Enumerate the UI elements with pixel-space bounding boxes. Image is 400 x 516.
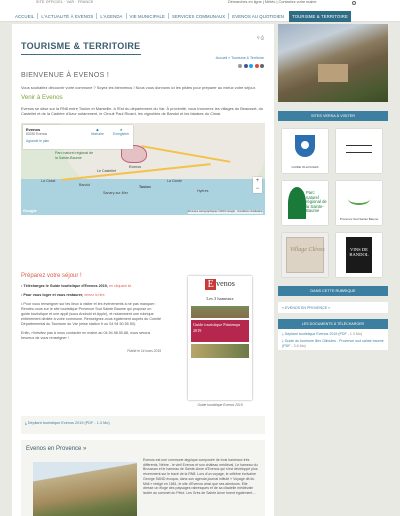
star-icon: ★ [119,127,123,132]
logo-text: VINS DE BANDOL [349,247,369,258]
logo-provence-sud[interactable] [336,181,382,225]
map-save-button[interactable] [113,128,129,137]
save-label: Enregistrer [113,132,130,137]
document-link[interactable]: ⤓ Dépliant touristique Evenos 2019 (PDF - 1.3 Mo) [282,331,363,336]
map-place-sub: 83330 Evenos [26,132,48,137]
rubric-box [278,302,388,313]
contact-text: Enfin, n'hésitez pas à nous contacter en mairie au 04.94.98.50.88, nous serons heureux de vous renseigner ! [21,330,151,340]
google-logo: Google [23,208,37,214]
document-title: Dépliant touristique Evenos 2019 (PDF - [284,331,349,336]
sidebar [278,24,388,516]
guide-caption: Guide touristique Evenos 2019 [197,403,243,407]
logo-text: Parc naturel régional de la Sainte-Baume [306,190,327,214]
sites-button[interactable]: SITES VERSA À VISITER [278,111,388,121]
publish-date: Publié le 14 mars 2019 [127,348,161,353]
logo-sanary[interactable] [336,129,382,173]
rss-icon[interactable] [238,64,242,68]
map-town-label: Toulon [139,184,151,189]
document-size: 1.3 Mo) [349,331,363,336]
google-map[interactable] [21,123,265,215]
logo-guide-ollioules[interactable] [282,129,328,173]
map-town-label: La Ciotat [41,178,56,183]
parc-leaf-icon [288,187,306,219]
map-directions-button[interactable] [91,128,104,137]
guide-photo [191,306,249,318]
print-tools[interactable]: ⚲ ⎙ [256,35,264,40]
top-bar [0,0,400,11]
twitter-icon[interactable] [249,64,253,68]
map-attribution[interactable]: Données cartographiques ©2019 Google · Conditions d'utilisation [187,210,263,214]
sanary-mark-icon [346,145,372,153]
guide-logo [191,279,249,290]
nav-item-quotidien[interactable]: EVENOS AU QUOTIDIEN [232,13,285,19]
guide-cover-image[interactable] [188,276,252,400]
nav-item-agenda[interactable]: L'AGENDA [100,13,123,19]
logo-village[interactable] [282,233,328,277]
page-title: TOURISME & TERRITOIRE [21,40,141,55]
zoom-in-button[interactable]: + [255,177,260,184]
map-town-label: Evenos [129,164,141,169]
documents-header: LES DOCUMENTS À TÉLÉCHARGER [278,319,388,329]
logo-caption: Provence Sud Sainte Baume [339,216,379,221]
provence-heading[interactable]: Evenos en Provence » [26,446,87,452]
prepare-item: • Pour vous loger et vous restaurer, venez ici lire. [21,293,106,298]
prepare-item: • Pour vous renseigner sur les lieux à visiter et les événements à ne pas manquer : Rendez-vous sur le site touristique Provence Sud Sainte Baume qui propose un guide touristique et une appli (sous Android et Apple), et notamment une rubrique entièrement dédiée à votre commune. Renseignez-vous également auprès du Comité Départemental du Tourisme du Var (mise station fr ou 04 94 50 55 50). [21,302,161,326]
nav-item-vie-municipale[interactable]: VIE MUNICIPALE [129,13,165,19]
nav-item-actualite[interactable]: L'ACTUALITÉ À EVENOS [41,13,94,19]
cliff-photo [33,462,137,516]
rubric-button[interactable]: DANS CETTE RUBRIQUE [278,286,388,296]
site-subtitle: SITE OFFICIEL · VAR · FRANCE [36,0,94,4]
guide-logo-letter: E [205,279,216,290]
village-photo [278,24,388,102]
main-nav [0,11,400,22]
map-bigger-link[interactable]: Agrandir le plan [26,138,50,143]
partner-logos [278,129,388,277]
prepare-section [21,272,161,353]
ollioules-shield-icon [295,135,315,157]
house-shape [318,64,348,82]
map-town-label: Le Castellet [97,168,116,173]
prepare-item-text: Pour vous loger et vous restaurer, [23,293,84,298]
map-zoom-control [253,177,262,193]
document-size: 3.6 Mo) [293,343,306,348]
provence-text: Evenos est une commune atypique composée de trois hameaux très différents, Nèbre - le vieil Evenos et son château médiéval, Le hameau du Broussan et le hameau de Sainte-Anne d'Evenos qui s'est développé plus récemment sur le tracé de la RN8. Lors d'un voyage, le célèbre écrivaine George SAND évoqua, dans son agenda journal intitulé « Voyage dit du Midi » rédigé en 1861, le site d'Evenos ainsi que ses alentours. Elle dresse un éloge des paysages rabresques et de sa citadelle médiévale isolée au sommet du Pétol. Les Grès de Sainte Anne furent également… [143,458,258,496]
map-town-label: Sanary-sur-Mer [103,190,128,195]
rubric-item[interactable]: » EVENOS EN PROVENCE » [282,306,331,310]
search-icon[interactable] [352,1,356,5]
intro-text: Vous souhaitez découvrir votre commune ? Soyez les bienvenus ! Nous vous donnons ici les pistes pour préparer au mieux votre séjour. [21,84,256,90]
nav-item-accueil[interactable]: ACCUEIL [15,13,35,19]
map-info-card [23,125,133,149]
guide-photo [191,344,249,358]
map-town-label: La Garde [167,178,182,183]
zoom-out-button[interactable]: − [255,185,260,192]
guide-brand: venos [216,279,235,288]
download-link[interactable]: Dépliant touristique Evenos 2019 (PDF - 1.3 Mo) [27,421,110,425]
logo-caption: GUIDE OLLIOULES [291,164,319,169]
facebook-icon[interactable] [244,64,248,68]
main-content [12,24,274,516]
venir-text: Evenos se situe sur la RN8 entre Toulon et Marseille, à l'Est du département du Var. À proximité, vous trouverez les villages du Beausset, du Castellet et de la Cadière d'Azur notamment, le Circuit Paul Ricard, les vignobles de Bandol et les falaises du Cimai. [21,106,263,117]
guide-link[interactable]: en cliquant ici. [108,284,133,289]
guide-hamlets: Les 3 hameaux [206,296,234,301]
prepare-heading: Préparez votre séjour ! [21,273,82,279]
documents-box [278,319,388,351]
download-icon: ⤓ [25,421,28,425]
provence-section [21,440,265,516]
nav-item-tourisme[interactable]: TOURISME & TERRITOIRE [289,11,351,22]
document-title: Guide du tourisme illex Ollioules - Provence sud sainte baume (PDF - [282,338,384,348]
map-town-label: Parc naturel régional de la Sainte-Baume [55,150,94,160]
welcome-heading: BIENVENUE À EVENOS ! [21,72,110,80]
prepare-item-text: Pour vous renseigner sur les lieux à visiter et les événements à ne pas manquer : Rendez-vous sur le site touristique Provence Sud Sainte Baume qui propose un guide touristique et une appli (sous Android et Apple), et notamment une rubrique entièrement dédiée à votre commune. Renseignez-vous également auprès du Comité Départemental du Tourisme du Var (mise station fr ou 04 94 50 55 50). [21,302,161,326]
document-link[interactable]: ⤓ Guide du tourisme illex Ollioules - Provence sud sainte baume (PDF - 3.6 Mo) [282,338,384,348]
village-card-icon [286,237,324,273]
download-box [21,416,265,434]
share-icons [238,64,264,68]
directions-label: Itinéraire [91,132,104,137]
email-icon[interactable] [260,64,264,68]
directions-icon: ◆ [96,127,99,132]
google-plus-icon[interactable] [255,64,259,68]
map-town-label: Bandol [79,182,91,187]
top-links[interactable]: Démarches en ligne | Météo | Contactez votre mairie [228,0,317,4]
provence-wave-icon [348,193,370,205]
prepare-item-text: Téléchargez le Guide touristique d'Evenos 2019, [23,284,108,289]
logo-text: Village Clévos [290,247,325,253]
map-town-label: Hyères [197,188,209,193]
lodging-link[interactable]: venez ici lire. [84,293,106,298]
map-place-name: Evenos [26,126,41,132]
guide-cover-text: Guide touristique Printemps 2019 [191,320,249,342]
nav-item-services[interactable]: SERVICES COMMUNAUX [171,13,226,19]
logo-parc-sainte-baume[interactable] [282,181,328,225]
breadcrumb[interactable]: Accueil » Tourisme & Territoire [215,56,264,60]
prepare-item: • Téléchargez le Guide touristique d'Evenos 2019, en cliquant ici. [21,284,133,289]
venir-heading: Venir à Evenos [21,93,63,101]
logo-vins-bandol[interactable] [336,233,382,277]
